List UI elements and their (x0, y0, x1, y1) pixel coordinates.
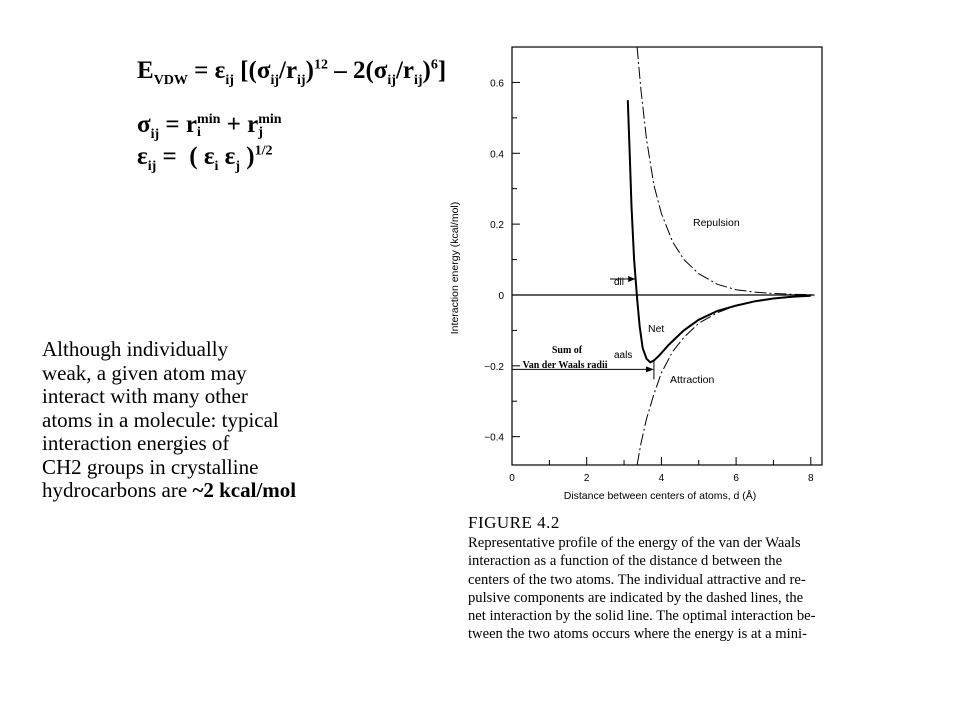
dii-arrowhead (628, 276, 635, 282)
attraction-curve (637, 296, 811, 465)
epsilon-definition-equation: $\varepsilon_{ij}$ = ( $\varepsilon_i$ $\varepsilon_j$ )$^{1/2}$ (137, 143, 273, 174)
y-tick-label: −0.4 (484, 432, 504, 444)
x-tick-label: 0 (509, 473, 515, 484)
vdw-radii-arrowhead (646, 366, 654, 372)
attraction-label: Attraction (670, 374, 715, 386)
caption-line: centers of the two atoms. The individual attractive and re- (468, 571, 806, 588)
repulsion-curve (637, 47, 811, 295)
body-line: atoms in a molecule: typical (42, 407, 279, 432)
y-tick-label: 0.2 (490, 220, 504, 232)
y-tick-label: 0 (498, 290, 504, 302)
x-tick-label: 6 (733, 473, 739, 484)
figure-caption-title: FIGURE 4.2 (468, 513, 560, 532)
body-line: Although individually (42, 337, 229, 361)
vdw-radii-label: Van der Waals radii (522, 360, 608, 371)
y-tick-label: 0.4 (490, 149, 504, 161)
sigma-definition-equation: $\sigma_{ij} = r$ min i + r min j (137, 111, 282, 142)
x-tick-label: 2 (583, 473, 590, 484)
body-line-last: hydrocarbons are ~2 kcal/mol (42, 478, 297, 502)
x-tick-label: 8 (808, 473, 814, 484)
body-line: CH2 groups in crystalline (42, 454, 259, 479)
sum-of-label: Sum of (551, 345, 583, 356)
dii-fragment-label: dii (614, 277, 625, 288)
caption-line: interaction as a function of the distance d between the (468, 553, 783, 570)
vdw-energy-equation: $E_{VDW} = \varepsilon_{ij}$ $[(\sigma_{ij}/r_{ij})^{12} - 2(\sigma_{ij}/r_{ij})^6]$ (137, 57, 447, 88)
repulsion-label: Repulsion (693, 217, 740, 229)
y-axis-label: Interaction energy (kcal/mol) (449, 201, 461, 335)
caption-line: net interaction by the solid line. The optimal interaction be- (468, 608, 816, 625)
body-line: weak, a given atom may (42, 360, 247, 385)
y-tick-label: 0.6 (490, 78, 504, 90)
caption-line: Representative profile of the energy of the van der Waals (468, 535, 801, 551)
body-line: interaction energies of (42, 431, 230, 455)
x-axis-label: Distance between centers of atoms, d (Å) (563, 490, 757, 502)
body-line: interact with many other (42, 384, 248, 408)
energy-value: ~2 kcal/mol (192, 478, 297, 502)
caption-line: pulsive components are indicated by the dashed lines, the (468, 589, 804, 606)
x-tick-label: 4 (658, 473, 665, 484)
plot-frame (512, 47, 822, 465)
y-tick-label: −0.2 (484, 361, 504, 373)
aals-fragment-label: aals (614, 350, 633, 361)
net-label: Net (648, 323, 665, 335)
caption-line: tween the two atoms occurs where the energy is at a mini- (468, 626, 807, 643)
figure-caption (468, 534, 846, 644)
